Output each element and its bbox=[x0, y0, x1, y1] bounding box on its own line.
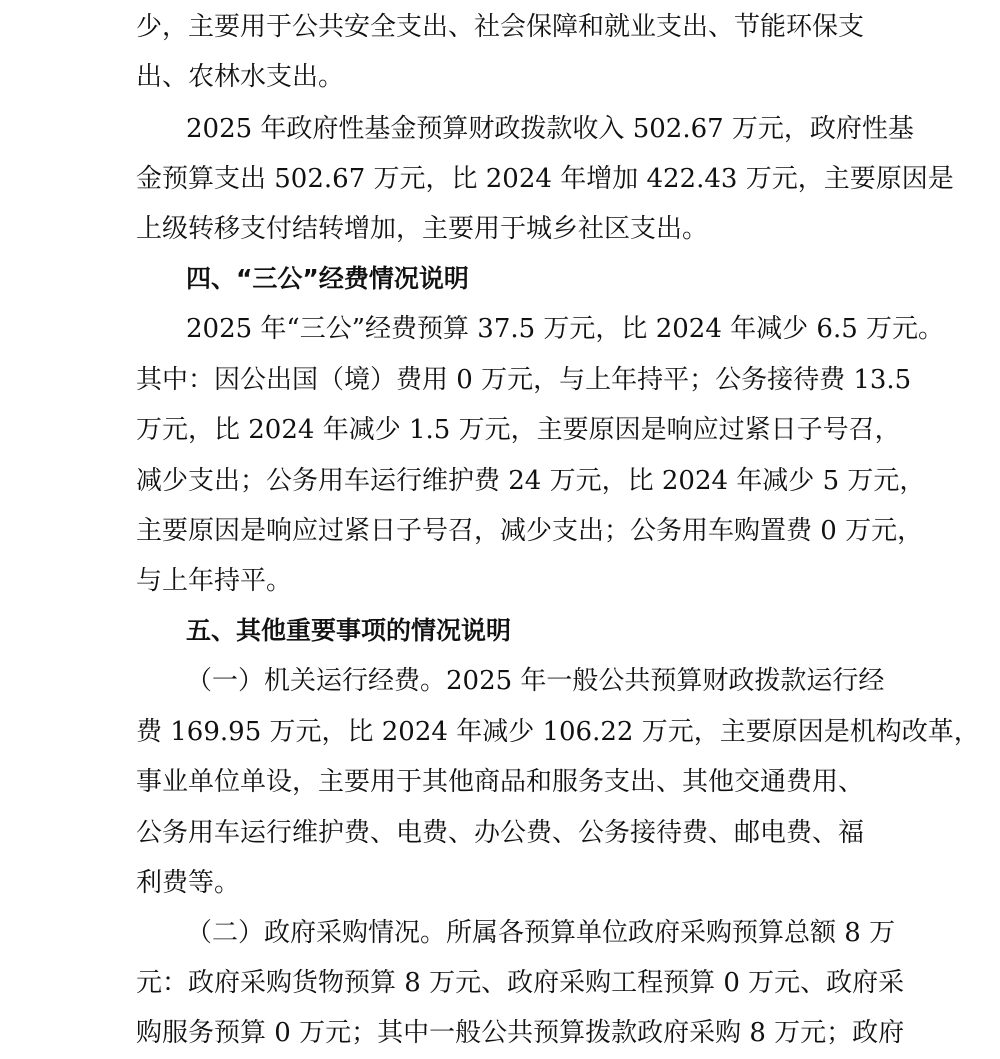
text-line: 利费等。 bbox=[136, 868, 241, 898]
text-line: 主要原因是响应过紧日子号召，减少支出；公务用车购置费 0 万元， bbox=[136, 516, 924, 546]
paragraph-start-line: 2025 年政府性基金预算财政拨款收入 502.67 万元，政府性基 bbox=[186, 114, 914, 144]
text-line: 购服务预算 0 万元；其中一般公共预算拨款政府采购 8 万元；政府 bbox=[136, 1018, 905, 1048]
text-line: 减少支出；公务用车运行维护费 24 万元，比 2024 年减少 5 万元， bbox=[136, 466, 926, 496]
text-line: 其中：因公出国（境）费用 0 万元，与上年持平；公务接待费 13.5 bbox=[136, 365, 912, 395]
text-line: 费 169.95 万元，比 2024 年减少 106.22 万元，主要原因是机构改革， bbox=[136, 717, 980, 747]
text-line: 上级转移支付结转增加，主要用于城乡社区支出。 bbox=[136, 214, 709, 244]
section-heading-four: 四、“三公”经费情况说明 bbox=[186, 264, 469, 293]
text-line: 金预算支出 502.67 万元，比 2024 年增加 422.43 万元，主要原因是 bbox=[136, 164, 954, 194]
paragraph-start-line: （二）政府采购情况。所属各预算单位政府采购预算总额 8 万 bbox=[186, 918, 896, 948]
text-line: 与上年持平。 bbox=[136, 566, 293, 596]
text-line: 少，主要用于公共安全支出、社会保障和就业支出、节能环保支 bbox=[136, 12, 865, 42]
paragraph-start-line: （一）机关运行经费。2025 年一般公共预算财政拨款运行经 bbox=[186, 666, 885, 696]
text-line: 事业单位单设，主要用于其他商品和服务支出、其他交通费用、 bbox=[136, 767, 865, 797]
text-line: 万元，比 2024 年减少 1.5 万元，主要原因是响应过紧日子号召， bbox=[136, 415, 901, 445]
text-line: 出、农林水支出。 bbox=[136, 62, 345, 92]
text-line: 公务用车运行维护费、电费、办公费、公务接待费、邮电费、福 bbox=[136, 818, 865, 848]
paragraph-start-line: 2025 年“三公”经费预算 37.5 万元，比 2024 年减少 6.5 万元。 bbox=[186, 314, 945, 344]
text-line: 元：政府采购货物预算 8 万元、政府采购工程预算 0 万元、政府采 bbox=[136, 968, 905, 998]
section-heading-five: 五、其他重要事项的情况说明 bbox=[186, 616, 512, 645]
